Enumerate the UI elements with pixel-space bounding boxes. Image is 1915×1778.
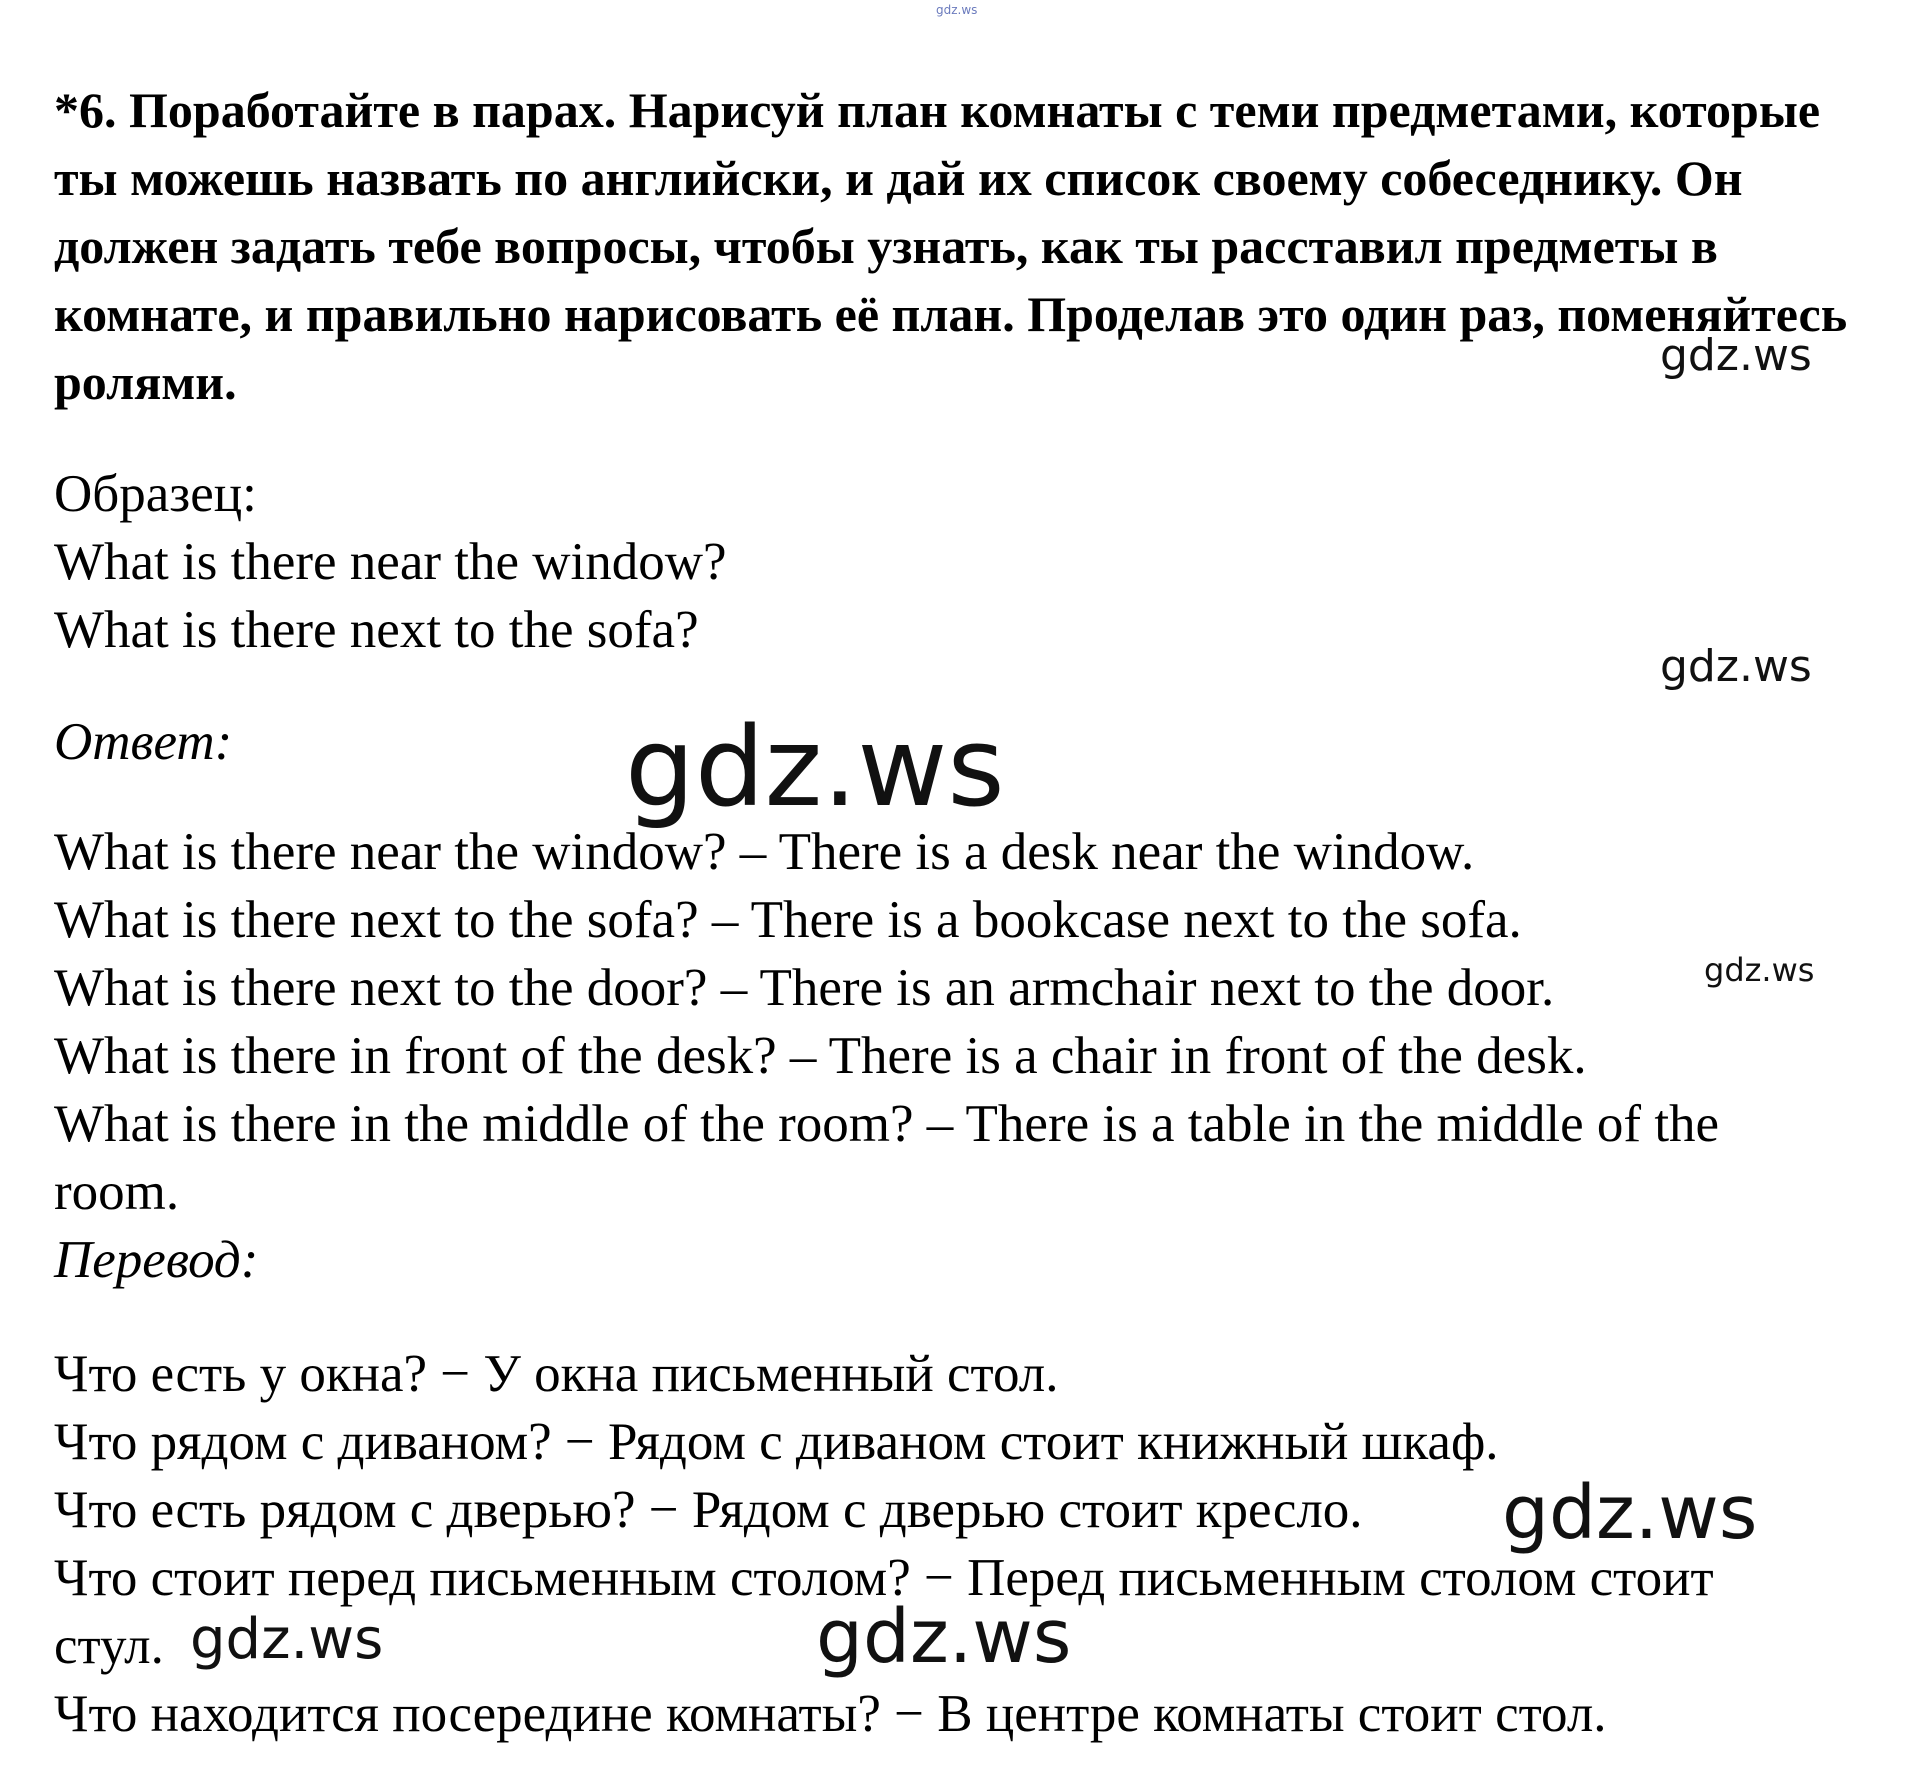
watermark-2: gdz.ws (1660, 641, 1812, 692)
sample-line-2: What is there next to the sofa? (54, 601, 699, 659)
watermark-3: gdz.ws (625, 703, 1005, 831)
sample-label: Образец: (54, 465, 257, 523)
watermark-6: gdz.ws (190, 1607, 384, 1672)
watermark-top: gdz.ws (936, 3, 978, 17)
answer-line-1: What is there near the window? – There is a desk near the window. (54, 823, 1475, 881)
watermark-5: gdz.ws (1502, 1470, 1758, 1556)
watermark-1: gdz.ws (1660, 330, 1812, 381)
translation-line-6: Что находится посередине комнаты? − В центре комнаты стоит стол. (54, 1685, 1607, 1743)
sample-line-1: What is there near the window? (54, 533, 727, 591)
translation-line-1: Что есть у окна? − У окна письменный стол. (54, 1345, 1059, 1403)
answer-line-3: What is there next to the door? – There is an armchair next to the door. (54, 959, 1555, 1017)
translation-label: Перевод: (54, 1231, 259, 1289)
answer-line-2: What is there next to the sofa? – There is a bookcase next to the sofa. (54, 891, 1522, 949)
answer-label: Ответ: (54, 713, 233, 771)
translation-line-5: стул. (54, 1617, 164, 1675)
task-heading: *6. Поработайте в парах. Нарисуй план комнаты с теми предметами, которые ты можешь назвать по английски, и дай их список своему собеседнику. Он должен задать тебе вопросы, чтобы узнать, как ты расставил предметы в комнате, и правильно нарисовать её план. Проделав это один раз, поменяйтесь ролями. (54, 82, 1848, 410)
watermark-4: gdz.ws (1704, 951, 1815, 989)
answer-line-6: room. (54, 1163, 180, 1221)
translation-line-2: Что рядом с диваном? − Рядом с диваном стоит книжный шкаф. (54, 1413, 1499, 1471)
translation-line-4: Что стоит перед письменным столом? − Перед письменным столом стоит (54, 1549, 1714, 1607)
answer-line-5: What is there in the middle of the room? – There is a table in the middle of the (54, 1095, 1720, 1153)
watermark-7: gdz.ws (816, 1594, 1072, 1680)
answer-line-4: What is there in front of the desk? – There is a chair in front of the desk. (54, 1027, 1587, 1085)
translation-line-3: Что есть рядом с дверью? − Рядом с дверью стоит кресло. (54, 1481, 1363, 1539)
